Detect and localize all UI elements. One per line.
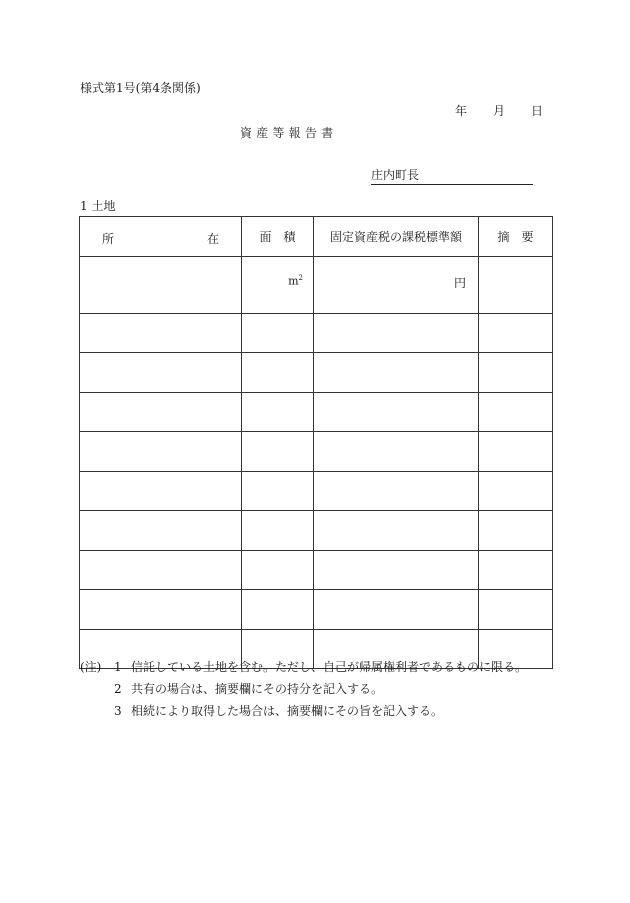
- table-row: [80, 257, 553, 314]
- table-row: [80, 590, 553, 630]
- tax-base-cell[interactable]: [314, 590, 479, 630]
- remarks-cell[interactable]: [479, 550, 553, 590]
- remarks-cell[interactable]: [479, 471, 553, 511]
- remarks-cell[interactable]: [479, 392, 553, 432]
- header-location: [80, 217, 242, 257]
- remarks-cell[interactable]: [479, 353, 553, 393]
- remarks-cell[interactable]: [479, 257, 553, 314]
- area-cell[interactable]: [242, 257, 314, 314]
- addressee: 庄内町長: [371, 166, 533, 185]
- tax-base-cell[interactable]: [314, 257, 479, 314]
- area-cell[interactable]: [242, 392, 314, 432]
- header-location-right: 在: [206, 232, 219, 246]
- location-cell[interactable]: [80, 511, 242, 551]
- page-title: 資 産 等 報 告 書: [240, 126, 334, 140]
- area-cell[interactable]: [242, 550, 314, 590]
- remarks-cell[interactable]: [479, 511, 553, 551]
- area-cell[interactable]: [242, 432, 314, 472]
- area-unit: m: [288, 274, 299, 288]
- remarks-cell[interactable]: [479, 313, 553, 353]
- area-cell[interactable]: [242, 590, 314, 630]
- table-row: [80, 432, 553, 472]
- tax-base-cell[interactable]: [314, 550, 479, 590]
- note-number: 1: [114, 660, 122, 674]
- location-cell[interactable]: [80, 550, 242, 590]
- remarks-cell[interactable]: [479, 432, 553, 472]
- location-cell[interactable]: [80, 313, 242, 353]
- date-line: [455, 102, 543, 119]
- date-year-label: 年: [455, 104, 468, 118]
- tax-base-cell[interactable]: [314, 353, 479, 393]
- location-cell[interactable]: [80, 392, 242, 432]
- area-cell[interactable]: [242, 511, 314, 551]
- land-table: [79, 216, 553, 669]
- area-cell[interactable]: [242, 313, 314, 353]
- remarks-cell[interactable]: [479, 590, 553, 630]
- yen-unit: 円: [453, 276, 466, 290]
- header-location-left: 所: [102, 232, 115, 246]
- location-cell[interactable]: [80, 257, 242, 314]
- tax-base-cell[interactable]: [314, 392, 479, 432]
- note-number: 3: [114, 704, 122, 718]
- table-row: [80, 471, 553, 511]
- area-cell[interactable]: [242, 353, 314, 393]
- area-unit-sup: 2: [298, 274, 303, 282]
- header-tax-base: 固定資産税の課税標準額: [314, 217, 479, 257]
- tax-base-cell[interactable]: [314, 471, 479, 511]
- section-heading: 1 土地: [80, 199, 116, 213]
- location-cell[interactable]: [80, 353, 242, 393]
- date-day-label: 日: [531, 104, 544, 118]
- notes-label: (注): [80, 660, 102, 674]
- header-remarks: 摘 要: [479, 217, 553, 257]
- table-row: [80, 392, 553, 432]
- note-number: 2: [114, 682, 122, 696]
- note-text: 相続により取得した場合は、摘要欄にその旨を記入する。: [131, 704, 444, 718]
- form-number: 様式第1号(第4条関係): [80, 81, 201, 95]
- date-month-label: 月: [493, 104, 506, 118]
- tax-base-cell[interactable]: [314, 313, 479, 353]
- location-cell[interactable]: [80, 432, 242, 472]
- table-header-row: [80, 217, 553, 257]
- location-cell[interactable]: [80, 590, 242, 630]
- note-text: 共有の場合は、摘要欄にその持分を記入する。: [131, 682, 384, 696]
- header-area: 面 積: [242, 217, 314, 257]
- table-row: [80, 550, 553, 590]
- tax-base-cell[interactable]: [314, 432, 479, 472]
- location-cell[interactable]: [80, 471, 242, 511]
- area-cell[interactable]: [242, 471, 314, 511]
- table-row: [80, 511, 553, 551]
- tax-base-cell[interactable]: [314, 511, 479, 551]
- table-row: [80, 353, 553, 393]
- table-row: [80, 313, 553, 353]
- note-text: 信託している土地を含む。ただし、自己が帰属権利者であるものに限る。: [131, 660, 528, 674]
